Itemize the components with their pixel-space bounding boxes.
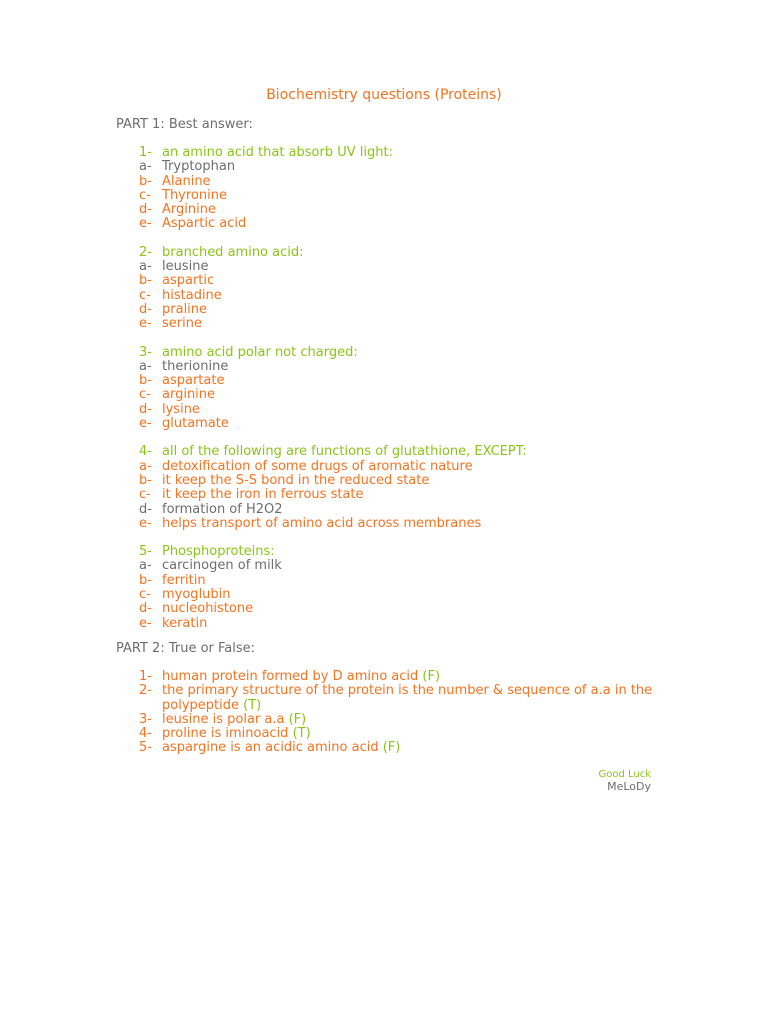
question-stem-marker: 4- bbox=[139, 444, 152, 460]
answer-option bbox=[139, 460, 659, 474]
answer-option bbox=[139, 274, 659, 288]
answer-option bbox=[139, 374, 659, 388]
answer-option-marker: b- bbox=[139, 373, 152, 389]
question-2 bbox=[139, 246, 659, 332]
part2-heading: PART 2: True or False: bbox=[116, 641, 256, 656]
answer-option bbox=[139, 360, 659, 374]
question-stem-text: all of the following are functions of glutathione, EXCEPT: bbox=[162, 444, 527, 460]
statement-text-wrap bbox=[162, 727, 659, 741]
answer-option-text: Arginine bbox=[162, 202, 216, 218]
answer-option-text: aspartate bbox=[162, 373, 225, 389]
statement-text-wrap bbox=[162, 713, 659, 727]
answer-option-text: leusine bbox=[162, 259, 209, 275]
answer-option bbox=[139, 189, 659, 203]
answer-option bbox=[139, 388, 659, 402]
question-stem-marker: 3- bbox=[139, 344, 152, 360]
statement-text-wrap bbox=[162, 741, 659, 755]
true-false-statement bbox=[139, 670, 659, 684]
answer-option-marker: e- bbox=[139, 316, 152, 332]
statement-text-wrap bbox=[162, 684, 659, 713]
statement-answer: (T) bbox=[292, 726, 311, 742]
answer-option-marker: c- bbox=[139, 587, 151, 603]
statement-answer: (F) bbox=[288, 711, 307, 727]
question-3 bbox=[139, 346, 659, 432]
question-stem-text: an amino acid that absorb UV light: bbox=[162, 145, 393, 160]
answer-option-text: Tryptophan bbox=[162, 159, 236, 175]
answer-option-text: histadine bbox=[162, 287, 222, 303]
answer-option bbox=[139, 517, 659, 531]
true-false-statement bbox=[139, 713, 659, 727]
answer-option bbox=[139, 602, 659, 616]
answer-option-marker: d- bbox=[139, 501, 152, 517]
answer-option-marker: c- bbox=[139, 187, 151, 203]
answer-option-marker: d- bbox=[139, 202, 152, 218]
statement-answer: (F) bbox=[382, 740, 401, 756]
true-false-statement bbox=[139, 684, 659, 713]
part1-heading: PART 1: Best answer: bbox=[116, 117, 253, 132]
answer-option-text: glutamate bbox=[162, 416, 229, 432]
answer-option bbox=[139, 217, 659, 231]
answer-option bbox=[139, 588, 659, 602]
answer-option-marker: a- bbox=[139, 458, 152, 474]
answer-option-text: formation of H2O2 bbox=[162, 501, 283, 517]
answer-option bbox=[139, 289, 659, 303]
question-1 bbox=[139, 146, 659, 232]
answer-option-text: Aspartic acid bbox=[162, 216, 247, 232]
answer-option-marker: d- bbox=[139, 601, 152, 617]
statement-text: the primary structure of the protein is the number & sequence of a.a in the polypeptide bbox=[162, 683, 653, 713]
statement-text: leusine is polar a.a bbox=[162, 711, 285, 727]
answer-option-text: Thyronine bbox=[162, 187, 227, 203]
answer-option-text: detoxification of some drugs of aromatic nature bbox=[162, 458, 473, 474]
answer-option-text: carcinogen of milk bbox=[162, 558, 282, 574]
answer-option bbox=[139, 559, 659, 573]
answer-option-text: myoglubin bbox=[162, 587, 231, 603]
answer-option-marker: b- bbox=[139, 273, 152, 289]
question-stem-text: amino acid polar not charged: bbox=[162, 344, 358, 360]
answer-option-text: serine bbox=[162, 316, 202, 332]
answer-option bbox=[139, 417, 659, 431]
document-title: Biochemistry questions (Proteins) bbox=[266, 87, 502, 103]
true-false-statement bbox=[139, 741, 659, 755]
answer-option-marker: a- bbox=[139, 159, 152, 175]
answer-option-marker: b- bbox=[139, 472, 152, 488]
part1-questions bbox=[139, 146, 659, 631]
answer-option-marker: d- bbox=[139, 401, 152, 417]
answer-option-marker: b- bbox=[139, 572, 152, 588]
question-stem bbox=[139, 545, 659, 559]
answer-option bbox=[139, 260, 659, 274]
question-stem-marker: 5- bbox=[139, 544, 152, 560]
answer-option-text: it keep the S-S bond in the reduced state bbox=[162, 472, 430, 488]
answer-option bbox=[139, 474, 659, 488]
answer-option-marker: a- bbox=[139, 558, 152, 574]
answer-option bbox=[139, 317, 659, 331]
answer-option bbox=[139, 617, 659, 631]
good-luck-note: Good Luck bbox=[598, 769, 651, 780]
question-stem bbox=[139, 246, 659, 260]
statement-text: proline is iminoacid bbox=[162, 726, 289, 742]
answer-option bbox=[139, 303, 659, 317]
answer-option-text: Alanine bbox=[162, 173, 211, 189]
answer-option-text: aspartic bbox=[162, 273, 215, 289]
answer-option-text: lysine bbox=[162, 401, 200, 417]
true-false-statement bbox=[139, 727, 659, 741]
author-signature: MeLoDy bbox=[607, 780, 651, 793]
answer-option-marker: e- bbox=[139, 615, 152, 631]
answer-option bbox=[139, 488, 659, 502]
answer-option-text: helps transport of amino acid across membranes bbox=[162, 515, 482, 531]
statement-answer: (F) bbox=[422, 669, 441, 684]
answer-option bbox=[139, 203, 659, 217]
question-stem bbox=[139, 146, 659, 160]
answer-option bbox=[139, 403, 659, 417]
question-stem-text: Phosphoproteins: bbox=[162, 544, 275, 560]
question-5 bbox=[139, 545, 659, 631]
question-stem-marker: 1- bbox=[139, 145, 152, 160]
statement-number: 5- bbox=[139, 740, 152, 756]
question-stem-text: branched amino acid: bbox=[162, 244, 304, 260]
answer-option-marker: b- bbox=[139, 173, 152, 189]
answer-option-text: arginine bbox=[162, 387, 216, 403]
statement-number: 2- bbox=[139, 683, 152, 699]
answer-option-marker: c- bbox=[139, 387, 151, 403]
answer-option-marker: e- bbox=[139, 416, 152, 432]
answer-option-text: ferritin bbox=[162, 572, 206, 588]
answer-option-text: keratin bbox=[162, 615, 208, 631]
answer-option bbox=[139, 175, 659, 189]
question-stem-marker: 2- bbox=[139, 244, 152, 260]
answer-option-marker: a- bbox=[139, 358, 152, 374]
answer-option-marker: e- bbox=[139, 216, 152, 232]
answer-option-marker: c- bbox=[139, 287, 151, 303]
statement-text-wrap bbox=[162, 670, 659, 684]
answer-option bbox=[139, 160, 659, 174]
answer-option bbox=[139, 503, 659, 517]
answer-option-marker: a- bbox=[139, 259, 152, 275]
answer-option-text: praline bbox=[162, 301, 208, 317]
statement-answer: (T) bbox=[243, 697, 262, 713]
answer-option-text: therionine bbox=[162, 358, 229, 374]
answer-option-marker: c- bbox=[139, 487, 151, 503]
answer-option bbox=[139, 574, 659, 588]
answer-option-marker: e- bbox=[139, 515, 152, 531]
statement-number: 1- bbox=[139, 669, 152, 684]
question-4 bbox=[139, 445, 659, 531]
statement-number: 3- bbox=[139, 711, 152, 727]
statement-text: human protein formed by D amino acid bbox=[162, 669, 419, 684]
answer-option-text: it keep the iron in ferrous state bbox=[162, 487, 364, 503]
question-stem bbox=[139, 445, 659, 459]
statement-number: 4- bbox=[139, 726, 152, 742]
question-stem bbox=[139, 346, 659, 360]
part2-statements bbox=[139, 670, 659, 756]
answer-option-text: nucleohistone bbox=[162, 601, 254, 617]
statement-text: aspargine is an acidic amino acid bbox=[162, 740, 379, 756]
answer-option-marker: d- bbox=[139, 301, 152, 317]
